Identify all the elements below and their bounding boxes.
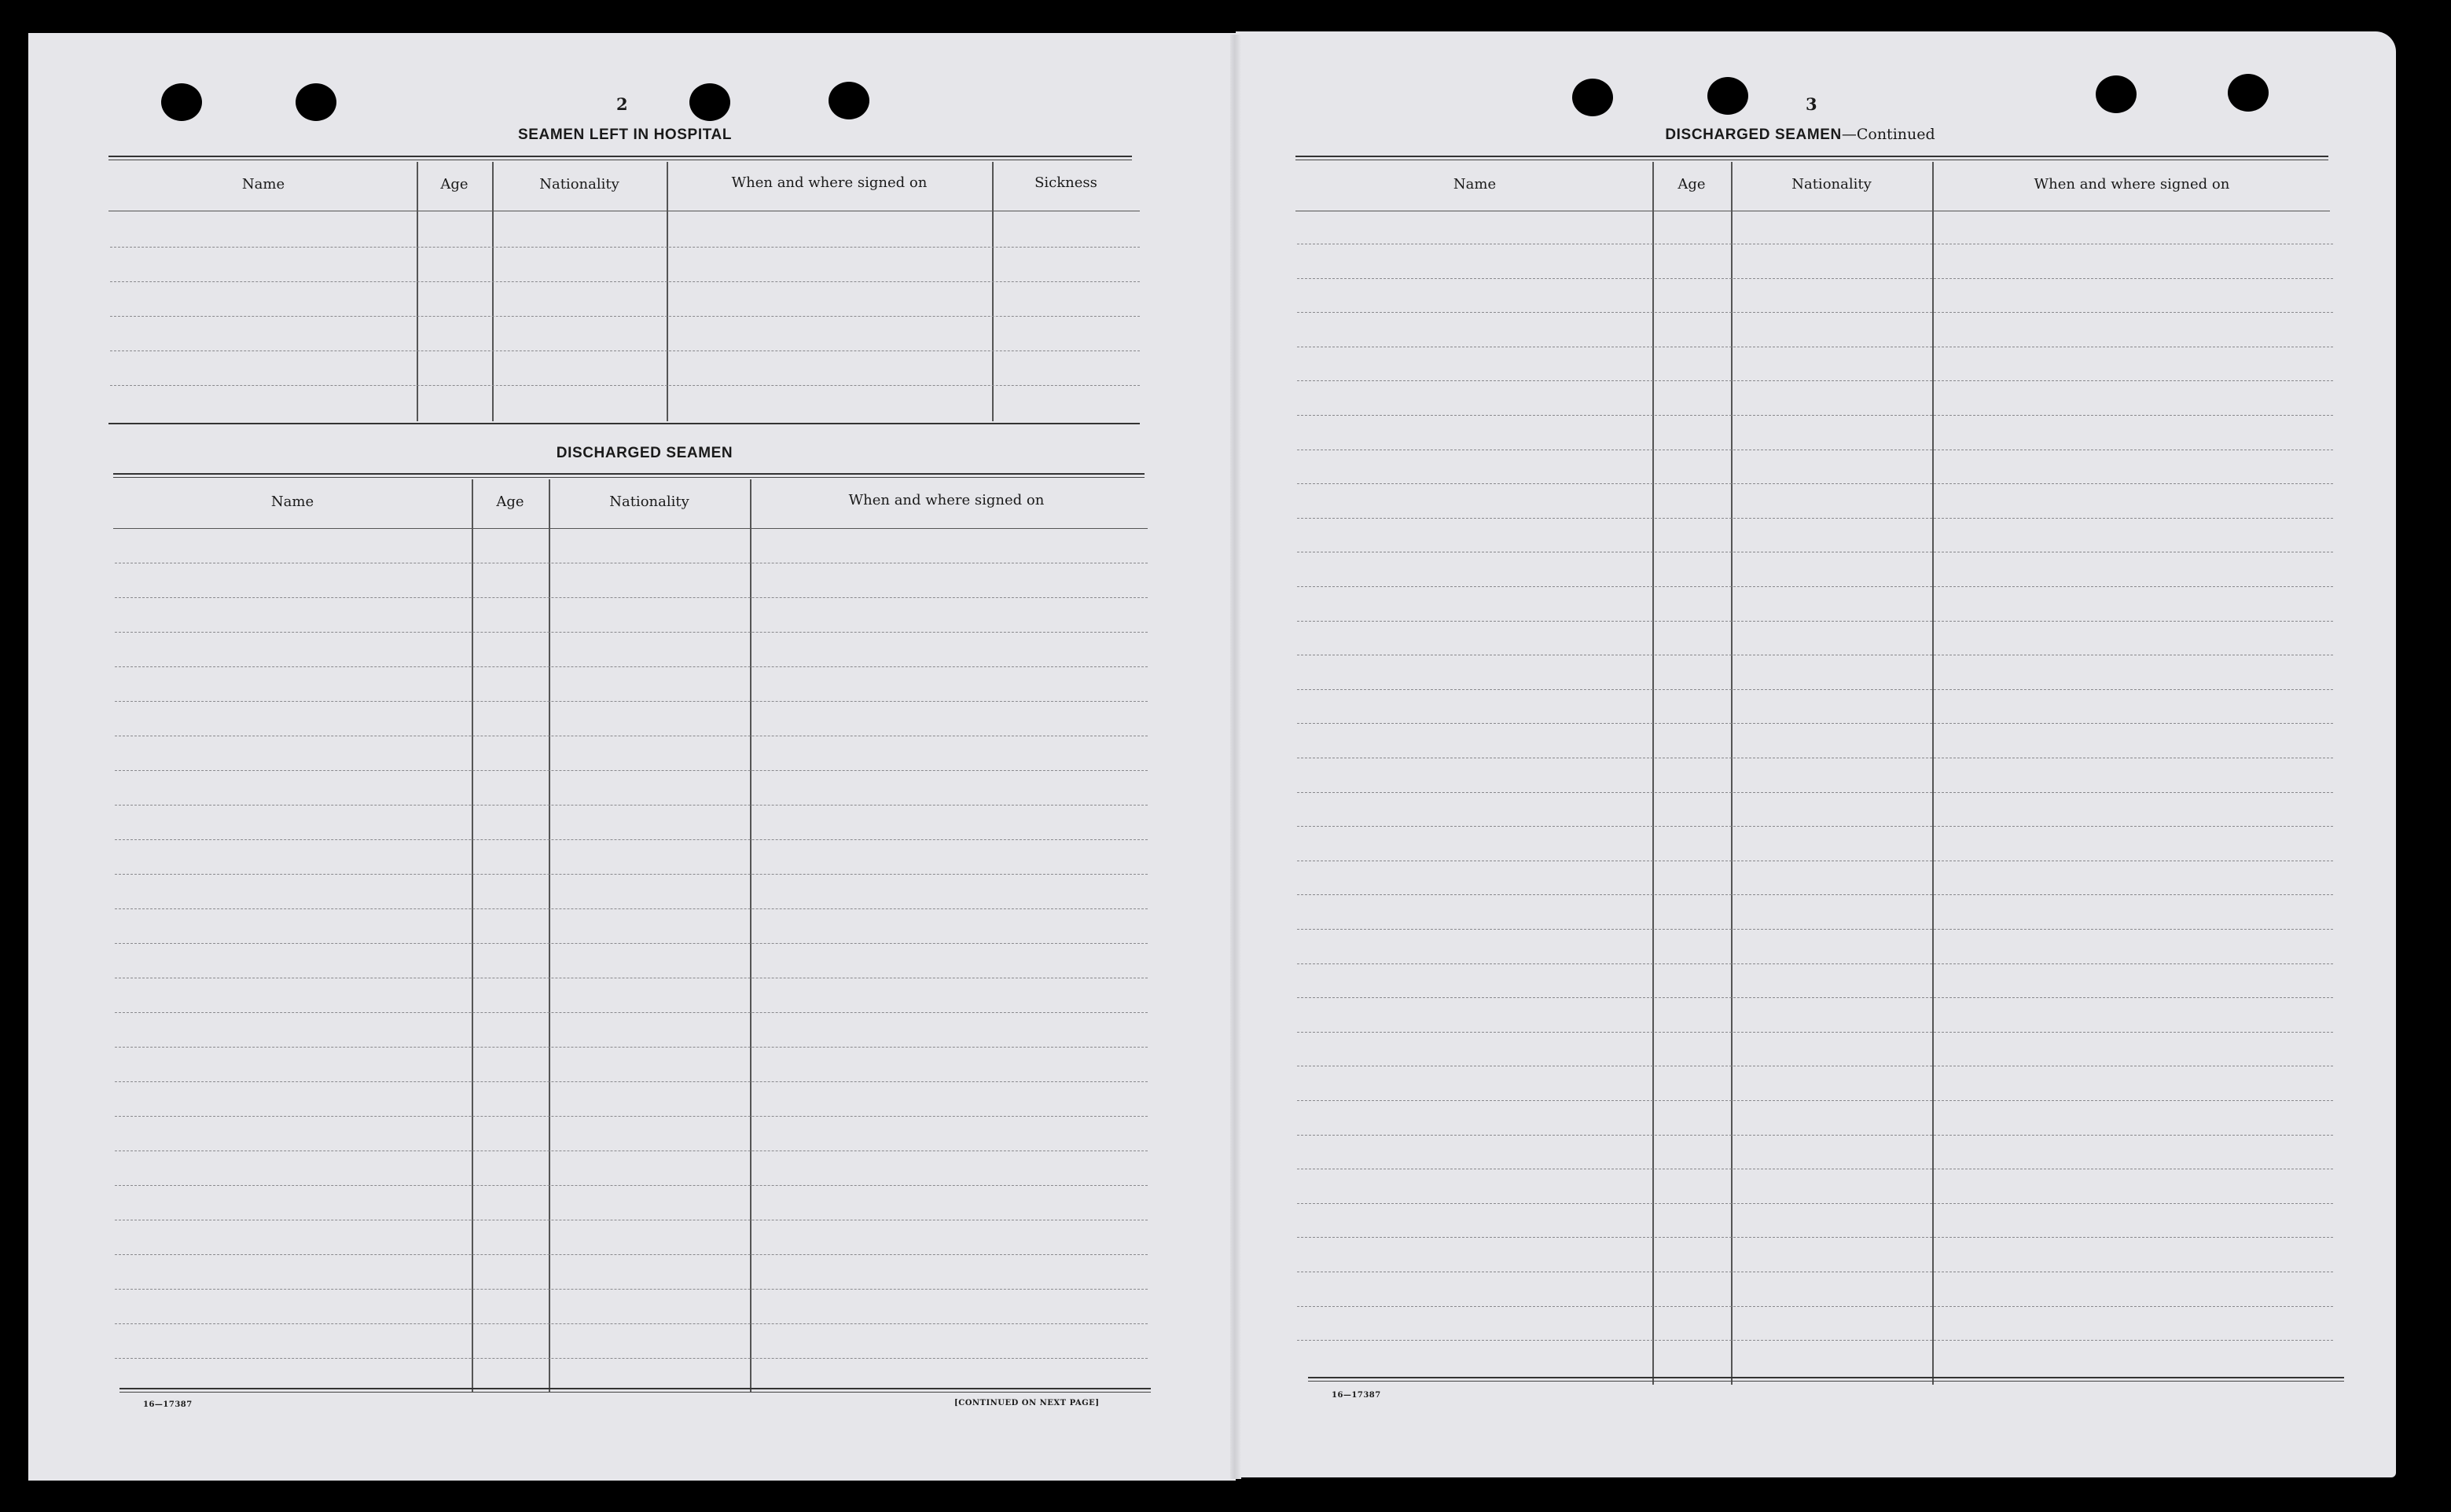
- page-number: 2: [616, 94, 628, 114]
- entry-line: [1297, 1100, 2333, 1101]
- column-header-signed-on: When and where signed on: [848, 492, 1045, 508]
- entry-line: [1297, 1237, 2333, 1238]
- entry-line: [115, 1289, 1148, 1290]
- column-divider: [1932, 162, 1934, 1385]
- column-divider: [472, 479, 473, 1393]
- entry-line: [1297, 380, 2333, 381]
- entry-line: [1297, 1203, 2333, 1204]
- punch-hole: [1707, 77, 1748, 115]
- punch-hole: [2096, 75, 2137, 113]
- header-rule: [113, 528, 1148, 529]
- entry-line: [110, 316, 1140, 317]
- punch-hole: [829, 82, 869, 119]
- column-header-age: Age: [440, 176, 469, 193]
- rule: [119, 1388, 1151, 1393]
- punch-hole: [161, 83, 202, 121]
- entry-line: [115, 632, 1148, 633]
- punch-hole: [2228, 74, 2269, 112]
- column-divider: [992, 162, 994, 421]
- punch-hole: [689, 83, 730, 121]
- column-header-sickness: Sickness: [1034, 174, 1097, 191]
- column-header-nationality: Nationality: [609, 494, 689, 510]
- entry-line: [115, 1254, 1148, 1255]
- entry-line: [1297, 518, 2333, 519]
- entry-line: [1297, 312, 2333, 313]
- punch-hole: [1572, 79, 1613, 116]
- entry-line: [110, 247, 1140, 248]
- entry-line: [1297, 963, 2333, 964]
- continued-note: [CONTINUED ON NEXT PAGE]: [954, 1399, 1100, 1407]
- section-title-suffix: —Continued: [1841, 126, 1935, 143]
- rule: [108, 156, 1132, 160]
- column-divider: [549, 479, 550, 1393]
- entry-line: [115, 666, 1148, 667]
- column-header-name: Name: [1453, 176, 1497, 193]
- rule: [1308, 1377, 2344, 1382]
- page-number: 3: [1806, 94, 1817, 114]
- entry-line: [115, 874, 1148, 875]
- column-divider: [492, 162, 494, 421]
- entry-line: [115, 1047, 1148, 1048]
- entry-line: [1297, 278, 2333, 279]
- entry-line: [1297, 1135, 2333, 1136]
- column-divider: [1652, 162, 1654, 1385]
- entry-line: [115, 770, 1148, 771]
- entry-line: [115, 1116, 1148, 1117]
- entry-line: [110, 281, 1140, 282]
- entry-line: [1297, 1340, 2333, 1341]
- entry-line: [115, 943, 1148, 944]
- entry-line: [110, 350, 1140, 351]
- column-header-nationality: Nationality: [539, 176, 619, 193]
- section-title-hospital: SEAMEN LEFT IN HOSPITAL: [517, 127, 733, 143]
- entry-line: [115, 701, 1148, 702]
- entry-line: [1297, 415, 2333, 416]
- entry-line: [110, 385, 1140, 386]
- form-number: 16—17387: [143, 1400, 193, 1409]
- right-page: [1236, 31, 2396, 1477]
- entry-line: [1297, 621, 2333, 622]
- column-divider: [417, 162, 418, 421]
- punch-hole: [296, 83, 336, 121]
- column-header-signed-on: When and where signed on: [2034, 176, 2230, 193]
- column-divider: [750, 479, 751, 1393]
- entry-line: [115, 1081, 1148, 1082]
- form-number: 16—17387: [1332, 1391, 1381, 1400]
- page-gutter: [1230, 35, 1241, 1479]
- entry-line: [115, 1323, 1148, 1324]
- entry-line: [115, 1358, 1148, 1359]
- column-header-name: Name: [270, 494, 314, 510]
- left-page: [28, 33, 1236, 1481]
- column-divider: [667, 162, 668, 421]
- section-title-discharged: DISCHARGED SEAMEN: [556, 445, 733, 461]
- entry-line: [1297, 483, 2333, 484]
- entry-line: [1297, 929, 2333, 930]
- entry-line: [1297, 792, 2333, 793]
- entry-line: [1297, 894, 2333, 895]
- section-title: DISCHARGED SEAMEN: [1665, 127, 1842, 143]
- rule: [108, 423, 1140, 424]
- column-header-signed-on: When and where signed on: [731, 174, 928, 191]
- entry-line: [1297, 723, 2333, 724]
- column-header-nationality: Nationality: [1791, 176, 1872, 193]
- entry-line: [1297, 1032, 2333, 1033]
- rule: [113, 473, 1145, 478]
- entry-line: [1297, 826, 2333, 827]
- entry-line: [115, 1012, 1148, 1013]
- column-header-age: Age: [496, 494, 524, 510]
- column-header-age: Age: [1677, 176, 1706, 193]
- entry-line: [115, 805, 1148, 806]
- entry-line: [115, 597, 1148, 598]
- section-title-discharged-continued: [1596, 126, 2005, 144]
- rule: [1295, 156, 2328, 160]
- entry-line: [1297, 1306, 2333, 1307]
- entry-line: [1297, 997, 2333, 998]
- entry-line: [115, 839, 1148, 840]
- column-header-name: Name: [241, 176, 285, 193]
- entry-line: [1297, 689, 2333, 690]
- column-divider: [1731, 162, 1733, 1385]
- entry-line: [115, 908, 1148, 909]
- entry-line: [1297, 586, 2333, 587]
- entry-line: [115, 1185, 1148, 1186]
